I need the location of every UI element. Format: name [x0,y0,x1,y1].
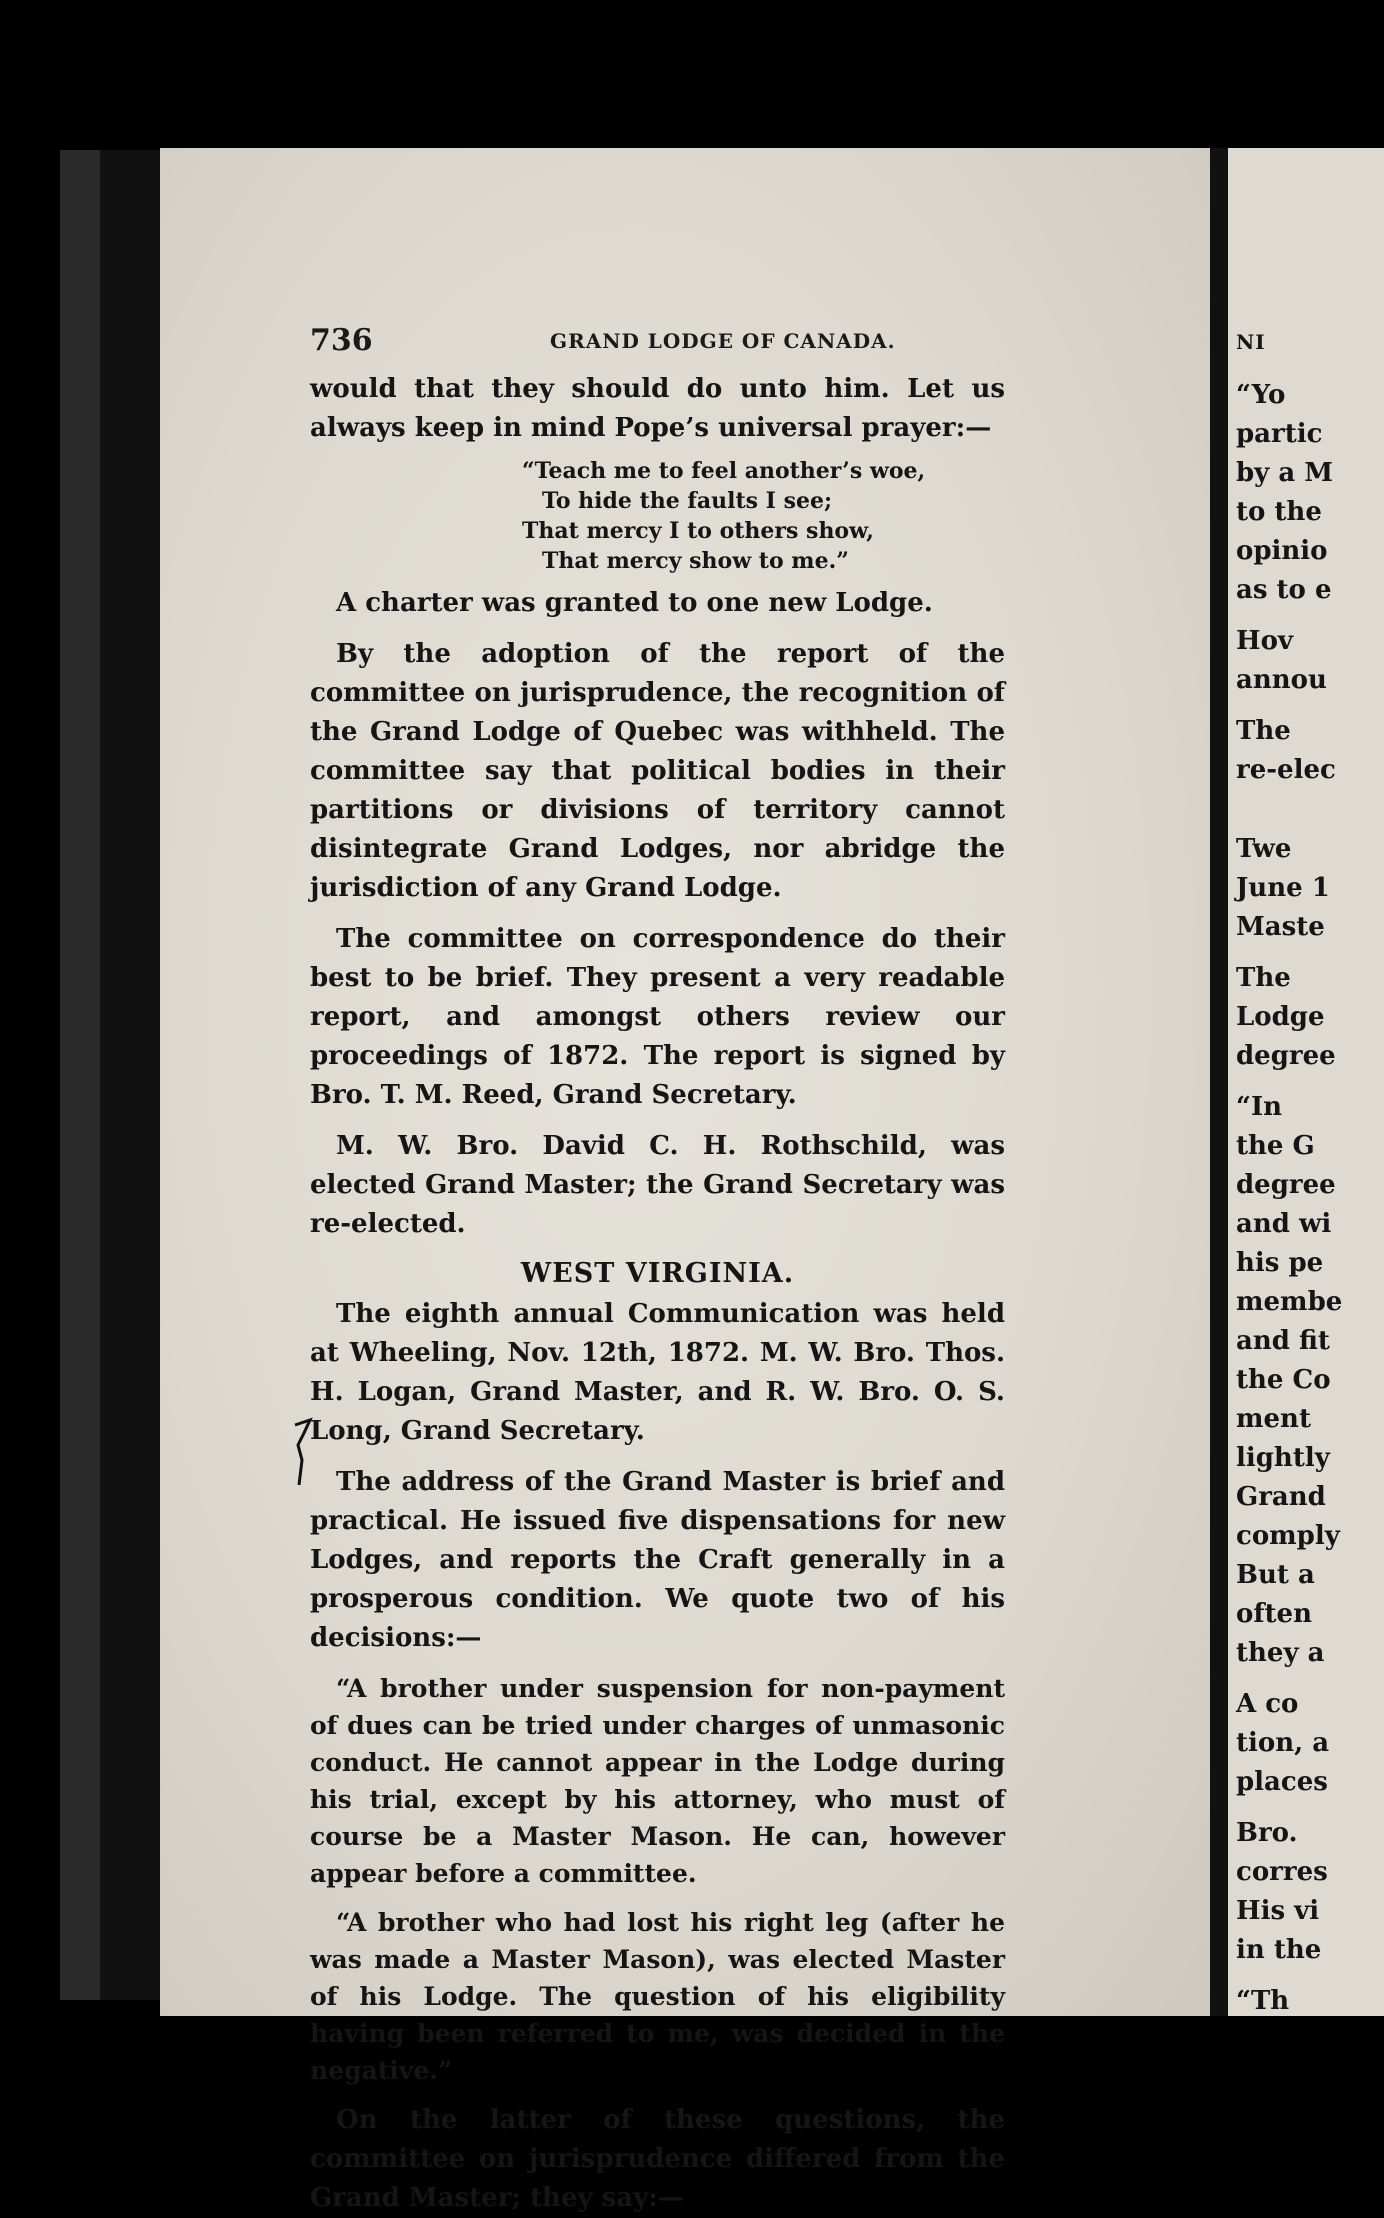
page-body [310,370,1005,2218]
adjacent-line: and fit [1236,1326,1330,1356]
paragraph-communication: The eighth annual Communication was held at Wheeling, Nov. 12th, 1872. M. W. Bro. Thos. H. Logan, Grand Master, and R. W. Bro. O. S. Long, Grand Secretary. [310,1299,1005,1446]
scan-edge-left [60,150,100,2000]
adjacent-line: opinio [1236,536,1328,566]
adjacent-line: his pe [1236,1248,1324,1278]
adjacent-line: “In [1236,1092,1283,1122]
paragraph-address: The address of the Grand Master is brief and practical. He issued five dispensations for new Lodges, and reports the Craft generally in a prosperous condition. We quote two of his decisions:— [310,1467,1005,1653]
adjacent-line: Bro. [1236,1818,1298,1848]
page-gutter [1210,148,1228,2016]
adjacent-line: Grand [1236,1482,1326,1512]
adjacent-line: “Th [1236,1986,1290,2016]
adjacent-line: to the [1236,497,1322,527]
adjacent-line: by a M [1236,458,1334,488]
adjacent-line: Twe [1236,834,1292,864]
adjacent-header: NI [1236,330,1266,354]
adjacent-line: as to e [1236,575,1332,605]
adjacent-line: lightly [1236,1443,1330,1473]
adjacent-line: Maste [1236,912,1325,942]
adjacent-line: partic [1236,419,1323,449]
adjacent-line: degree [1236,1170,1336,1200]
verse-line: “Teach me to feel another’s woe, [522,458,926,484]
adjacent-line: places [1236,1767,1328,1797]
quote-decision-1: “A brother under suspension for non-payment of dues can be tried under charges of unmasonic conduct. He cannot appear in the Lodge during his trial, except by his attorney, who must of course be a Master Mason. He can, however appear before a committee. [310,1674,1005,1888]
adjacent-line: tion, a [1236,1728,1330,1758]
adjacent-line: the Co [1236,1365,1331,1395]
verse-line: That mercy I to others show, [522,518,874,544]
adjacent-line: The [1236,716,1291,746]
book-page [160,148,1210,2213]
page-header [310,323,1000,357]
page-number: 736 [310,323,373,358]
verse-line: That mercy show to me.” [542,548,849,574]
adjacent-line: Lodge [1236,1002,1325,1032]
adjacent-line: degree [1236,1041,1336,1071]
adjacent-line: annou [1236,665,1327,695]
adjacent-line: The [1236,963,1291,993]
paragraph-correspondence: The committee on correspondence do their best to be brief. They present a very readable report, and amongst others review our proceedings of 1872. The report is signed by Bro. T. M. Reed, Grand Secretary. [310,924,1005,1110]
adjacent-line: membe [1236,1287,1343,1317]
verse-line: To hide the faults I see; [542,488,833,514]
adjacent-line: and wi [1236,1209,1332,1239]
pencil-mark-icon [290,1415,320,1495]
adjacent-line: “Yo [1236,380,1286,410]
adjacent-line: comply [1236,1521,1340,1551]
adjacent-line: Hov [1236,626,1294,656]
adjacent-line: the G [1236,1131,1315,1161]
quote-decision-2: “A brother who had lost his right leg (after he was made a Master Mason), was elected Master of his Lodge. The question of his eligibility having been referred to me, was decided in the negative.” [310,1908,1005,2085]
adjacent-line: in the [1236,1935,1322,1965]
adjacent-line: often [1236,1599,1312,1629]
paragraph-jurisprudence: By the adoption of the report of the committee on jurisprudence, the recognition of the Grand Lodge of Quebec was withheld. The committee say that political bodies in their partitions or divisions of territory cannot disintegrate Grand Lodges, nor abridge the jurisdiction of any Grand Lodge. [310,639,1005,903]
adjacent-line: A co [1236,1689,1299,1719]
adjacent-line: re-elec [1236,755,1336,785]
adjacent-page [1228,148,1384,2016]
adjacent-line: But a [1236,1560,1315,1590]
section-heading: WEST VIRGINIA. [520,1258,795,1289]
paragraph-charter: A charter was granted to one new Lodge. [336,588,933,618]
paragraph-committee-differed: On the latter of these questions, the committee on jurisprudence differed from the Grand Master; they say:— [310,2105,1005,2213]
adjacent-line: corres [1236,1857,1328,1887]
adjacent-line: ment [1236,1404,1311,1434]
scan-edge-shadow [100,150,160,2000]
adjacent-line: June 1 [1236,873,1330,903]
adjacent-page-text [1236,323,1342,2021]
paragraph-election: M. W. Bro. David C. H. Rothschild, was elected Grand Master; the Grand Secretary was re-elected. [310,1131,1005,1239]
adjacent-line: His vi [1236,1896,1320,1926]
running-head: GRAND LODGE OF CANADA. [550,329,896,353]
adjacent-line: they a [1236,1638,1325,1668]
paragraph-continuation: would that they should do unto him. Let us always keep in mind Pope’s universal prayer:— [310,374,1005,443]
verse-quote [520,456,1005,576]
